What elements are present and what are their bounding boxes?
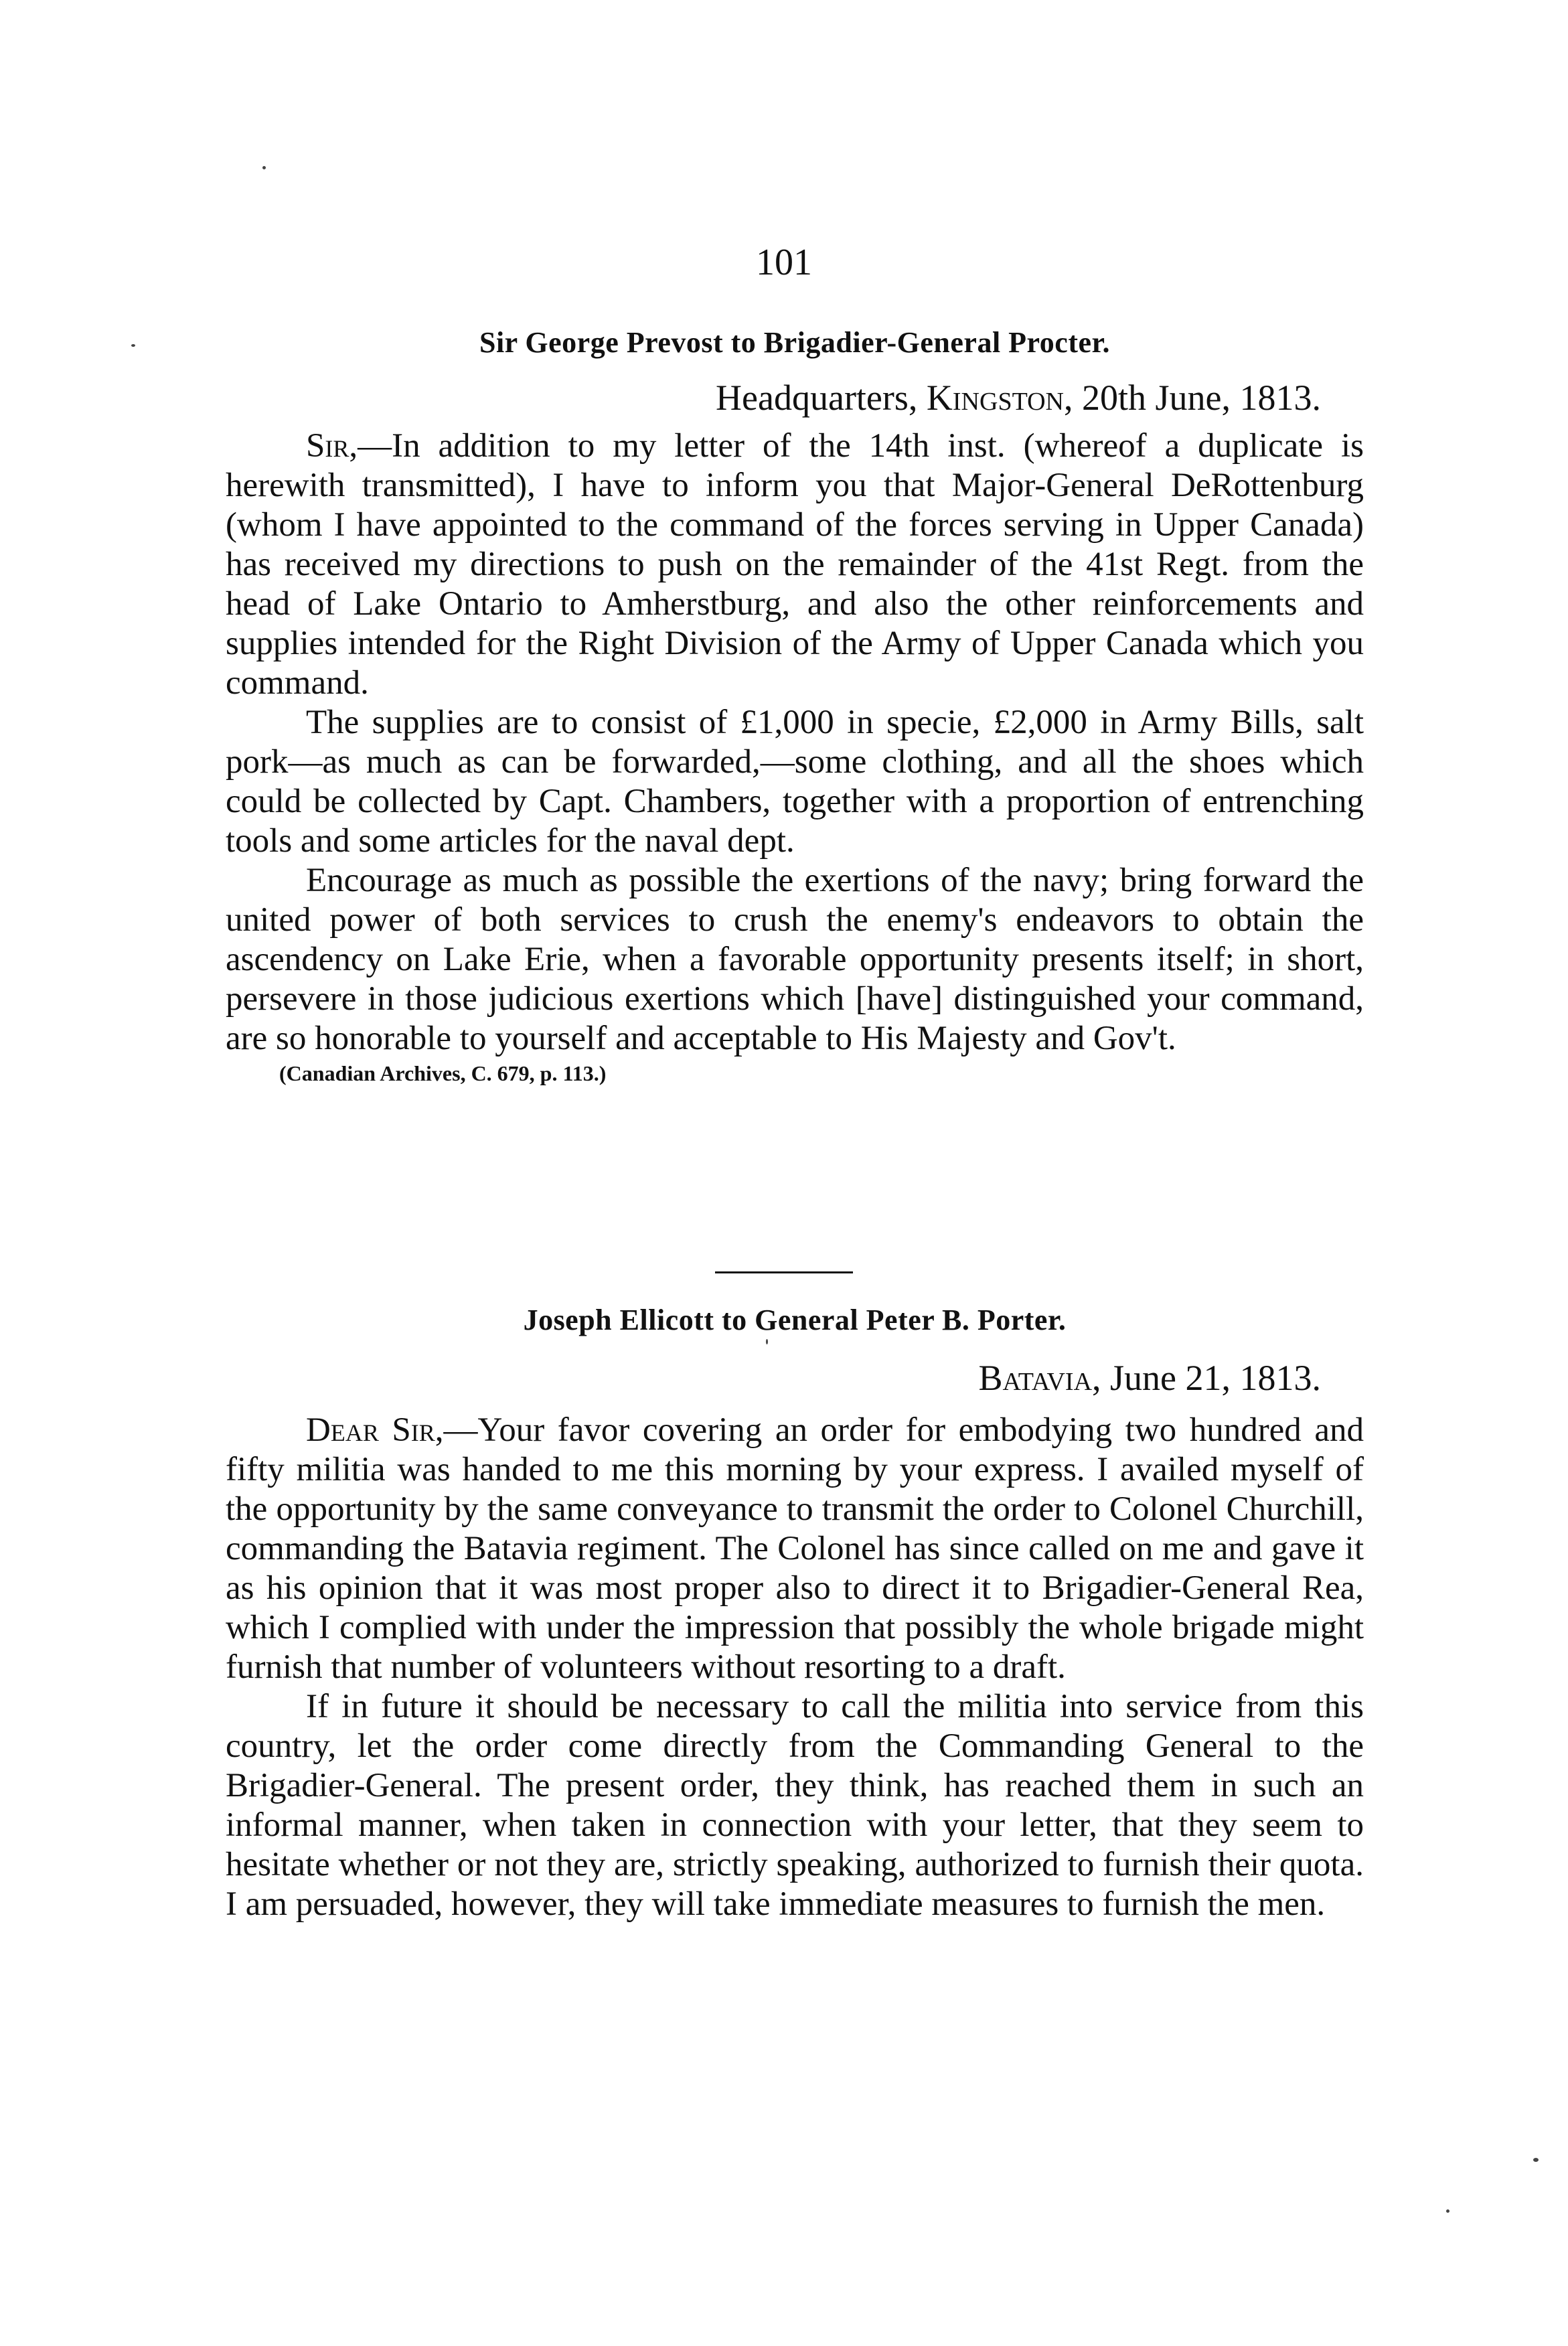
dateline-date: , 20th June, 1813. — [1064, 378, 1321, 418]
paragraph: If in future it should be necessary to call the militia into service from this country, let the order come directly from the Commanding General to the Brigadier-General. The present order, they think, has reached them in such an informal manner, when taken in connection with your letter, that they seem to hesitate whether or not they are, strictly speaking, authorized to furnish their quota. I am persuaded, however, they will take immediate measures to furnish the men. — [226, 1688, 1364, 1923]
letter-heading: Joseph Ellicott to General Peter B. Porter. — [523, 1304, 1067, 1336]
scan-speck — [131, 344, 135, 347]
dateline-date: , June 21, 1813. — [1092, 1358, 1321, 1398]
salutation: Dear Sir, — [306, 1411, 444, 1449]
page-number: 101 — [756, 242, 812, 283]
paragraph-text: —In addition to my letter of the 14th inst. (whereof a duplicate is herewith transmitted), I have to inform you that Major-General DeRottenburg (whom I have appointed to the command of the forces serving in Upper Canada) has received my directions to push on the remainder of the 41st Regt. from the head of Lake Ontario to Amherstburg, and also the other reinforcements and supplies intended for the Right Division of the Army of Upper Canada which you command. — [226, 427, 1364, 702]
dateline-prefix: Headquarters, — [716, 378, 927, 418]
dateline — [226, 1357, 1364, 1399]
dateline — [226, 377, 1364, 418]
scan-speck — [766, 1339, 768, 1344]
paragraph: The supplies are to consist of £1,000 in specie, £2,000 in Army Bills, salt pork—as much as can be forwarded,—some clothing, and all the shoes which could be collected by Capt. Chambers, together with a proportion of entrenching tools and some articles for the naval dept. — [226, 704, 1364, 860]
paragraph: Encourage as much as possible the exertions of the navy; bring forward the united power of both services to crush the enemy's endeavors to obtain the ascendency on Lake Erie, when a favorable opportunity presents itself; in short, persevere in those judicious exertions which [have] distinguished your command, are so honorable to yourself and acceptable to His Majesty and Gov't. — [226, 862, 1364, 1057]
section-divider — [715, 1271, 853, 1273]
salutation: Sir, — [306, 427, 358, 465]
paragraph — [226, 426, 1364, 703]
scan-speck — [1533, 2158, 1539, 2162]
scan-speck — [262, 166, 266, 169]
letter-ellicott-to-porter — [226, 1303, 1364, 1924]
letter-heading: Sir George Prevost to Brigadier-General Procter. — [479, 326, 1110, 359]
paragraph-text: —Your favor covering an order for embodying two hundred and fifty militia was handed to me this morning by your express. I availed myself of the opportunity by the same conveyance to transmit the order to Colonel Churchill, commanding the Batavia regiment. The Colonel has since called on me and gave it as his opinion that it was most proper also to direct it to Brigadier-General Rea, which I complied with under the impression that possibly the whole brigade might furnish that number of volunteers without resorting to a draft. — [226, 1411, 1364, 1686]
dateline-place: Kingston — [926, 378, 1064, 418]
paragraph — [226, 1411, 1364, 1687]
citation: (Canadian Archives, C. 679, p. 113.) — [279, 1061, 607, 1085]
letter-prevost-to-procter — [226, 325, 1364, 1086]
dateline-place: Batavia — [978, 1358, 1093, 1398]
scan-speck — [1446, 2209, 1449, 2213]
